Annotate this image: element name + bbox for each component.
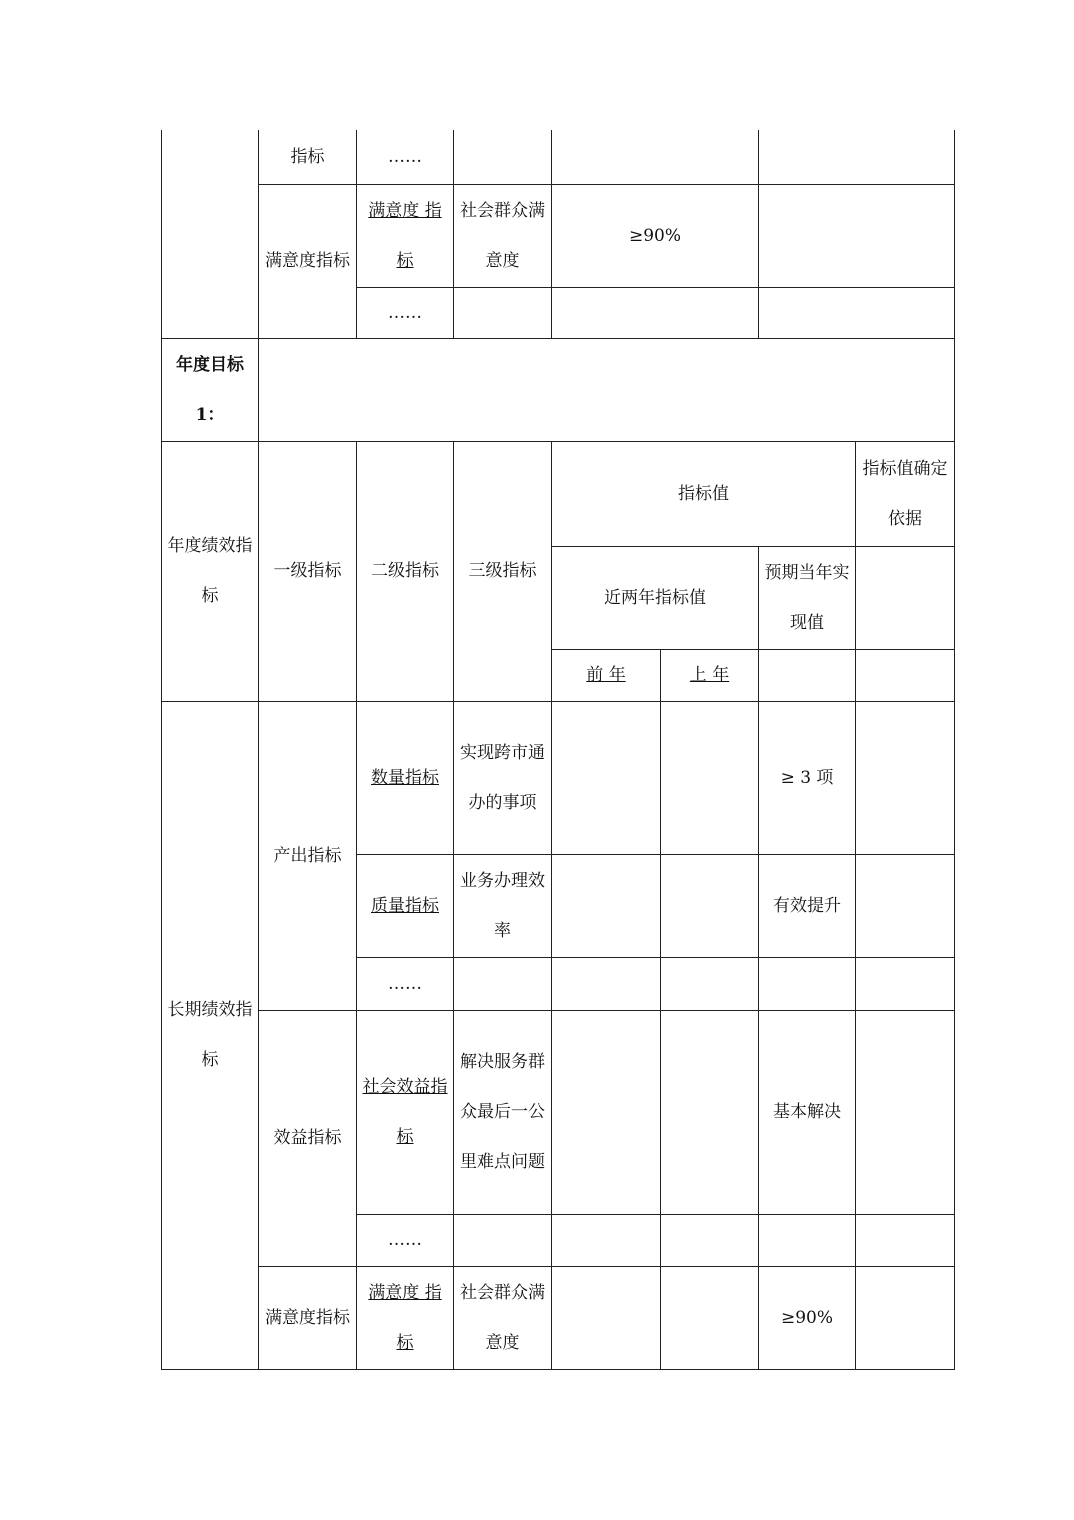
empty-cell: [661, 1214, 759, 1266]
empty-cell: [759, 957, 856, 1010]
header-level2: 二级指标: [357, 441, 454, 701]
performance-table: [161, 130, 955, 1370]
annual-goal-content: [259, 338, 955, 441]
empty-cell: [856, 1010, 955, 1214]
empty-cell: [661, 1010, 759, 1214]
empty-cell: [552, 957, 661, 1010]
empty-cell: [552, 130, 759, 184]
output-label: 产出指标: [259, 701, 357, 1010]
empty-cell: [454, 130, 552, 184]
empty-cell: [454, 957, 552, 1010]
empty-cell: [454, 1214, 552, 1266]
ellipsis-cell: ……: [357, 1214, 454, 1266]
ellipsis-cell: ……: [357, 287, 454, 338]
empty-cell: [661, 1266, 759, 1369]
social-level2: 社会效益指标: [357, 1010, 454, 1214]
satisfaction-level3: 社会群众满意度: [454, 184, 552, 287]
header-recent-two-years: 近两年指标值: [552, 546, 759, 649]
satisfaction-level2: 满意度 指标: [357, 184, 454, 287]
quality-level2: 质量指标: [357, 854, 454, 957]
empty-cell: [552, 1266, 661, 1369]
benefit-label: 效益指标: [259, 1010, 357, 1266]
empty-cell: [552, 1214, 661, 1266]
header-expected-current: 预期当年实现值: [759, 546, 856, 649]
continuation-blank-cell: [162, 130, 259, 338]
header-last-year: 上 年: [661, 649, 759, 701]
annual-goal-label: 年度目标1：: [162, 338, 259, 441]
lt-satisfaction-expected: ≥90%: [759, 1266, 856, 1369]
empty-cell: [759, 649, 856, 701]
social-expected: 基本解决: [759, 1010, 856, 1214]
empty-cell: [856, 546, 955, 649]
social-level3: 解决服务群众最后一公里难点问题: [454, 1010, 552, 1214]
empty-cell: [454, 287, 552, 338]
header-prev-year: 前 年: [552, 649, 661, 701]
quality-level3: 业务办理效率: [454, 854, 552, 957]
empty-cell: [856, 649, 955, 701]
lt-satisfaction-level2: 满意度 指标: [357, 1266, 454, 1369]
empty-cell: [552, 287, 759, 338]
empty-cell: [552, 1010, 661, 1214]
header-level1: 一级指标: [259, 441, 357, 701]
header-indicator-value: 指标值: [552, 441, 856, 546]
empty-cell: [856, 1266, 955, 1369]
empty-cell: [759, 1214, 856, 1266]
header-basis: 指标值确定依据: [856, 441, 955, 546]
empty-cell: [856, 701, 955, 854]
empty-cell: [552, 701, 661, 854]
empty-cell: [661, 701, 759, 854]
quantity-level2: 数量指标: [357, 701, 454, 854]
lt-satisfaction-level3: 社会群众满意度: [454, 1266, 552, 1369]
empty-cell: [661, 854, 759, 957]
annual-perf-label: 年度绩效指标: [162, 441, 259, 701]
ellipsis-cell: ……: [357, 957, 454, 1010]
empty-cell: [856, 957, 955, 1010]
empty-cell: [661, 957, 759, 1010]
long-term-label: 长期绩效指标: [162, 701, 259, 1369]
satisfaction-level1: 满意度指标: [259, 184, 357, 338]
satisfaction-value: ≥90%: [552, 184, 759, 287]
quality-expected: 有效提升: [759, 854, 856, 957]
header-level3: 三级指标: [454, 441, 552, 701]
quantity-level3: 实现跨市通办的事项: [454, 701, 552, 854]
empty-cell: [759, 184, 955, 287]
empty-cell: [856, 1214, 955, 1266]
quantity-expected: ≥ 3 项: [759, 701, 856, 854]
lt-satisfaction-label: 满意度指标: [259, 1266, 357, 1369]
empty-cell: [856, 854, 955, 957]
level1-cell: 指标: [259, 130, 357, 184]
empty-cell: [759, 130, 955, 184]
empty-cell: [759, 287, 955, 338]
empty-cell: [552, 854, 661, 957]
ellipsis-cell: ……: [357, 130, 454, 184]
